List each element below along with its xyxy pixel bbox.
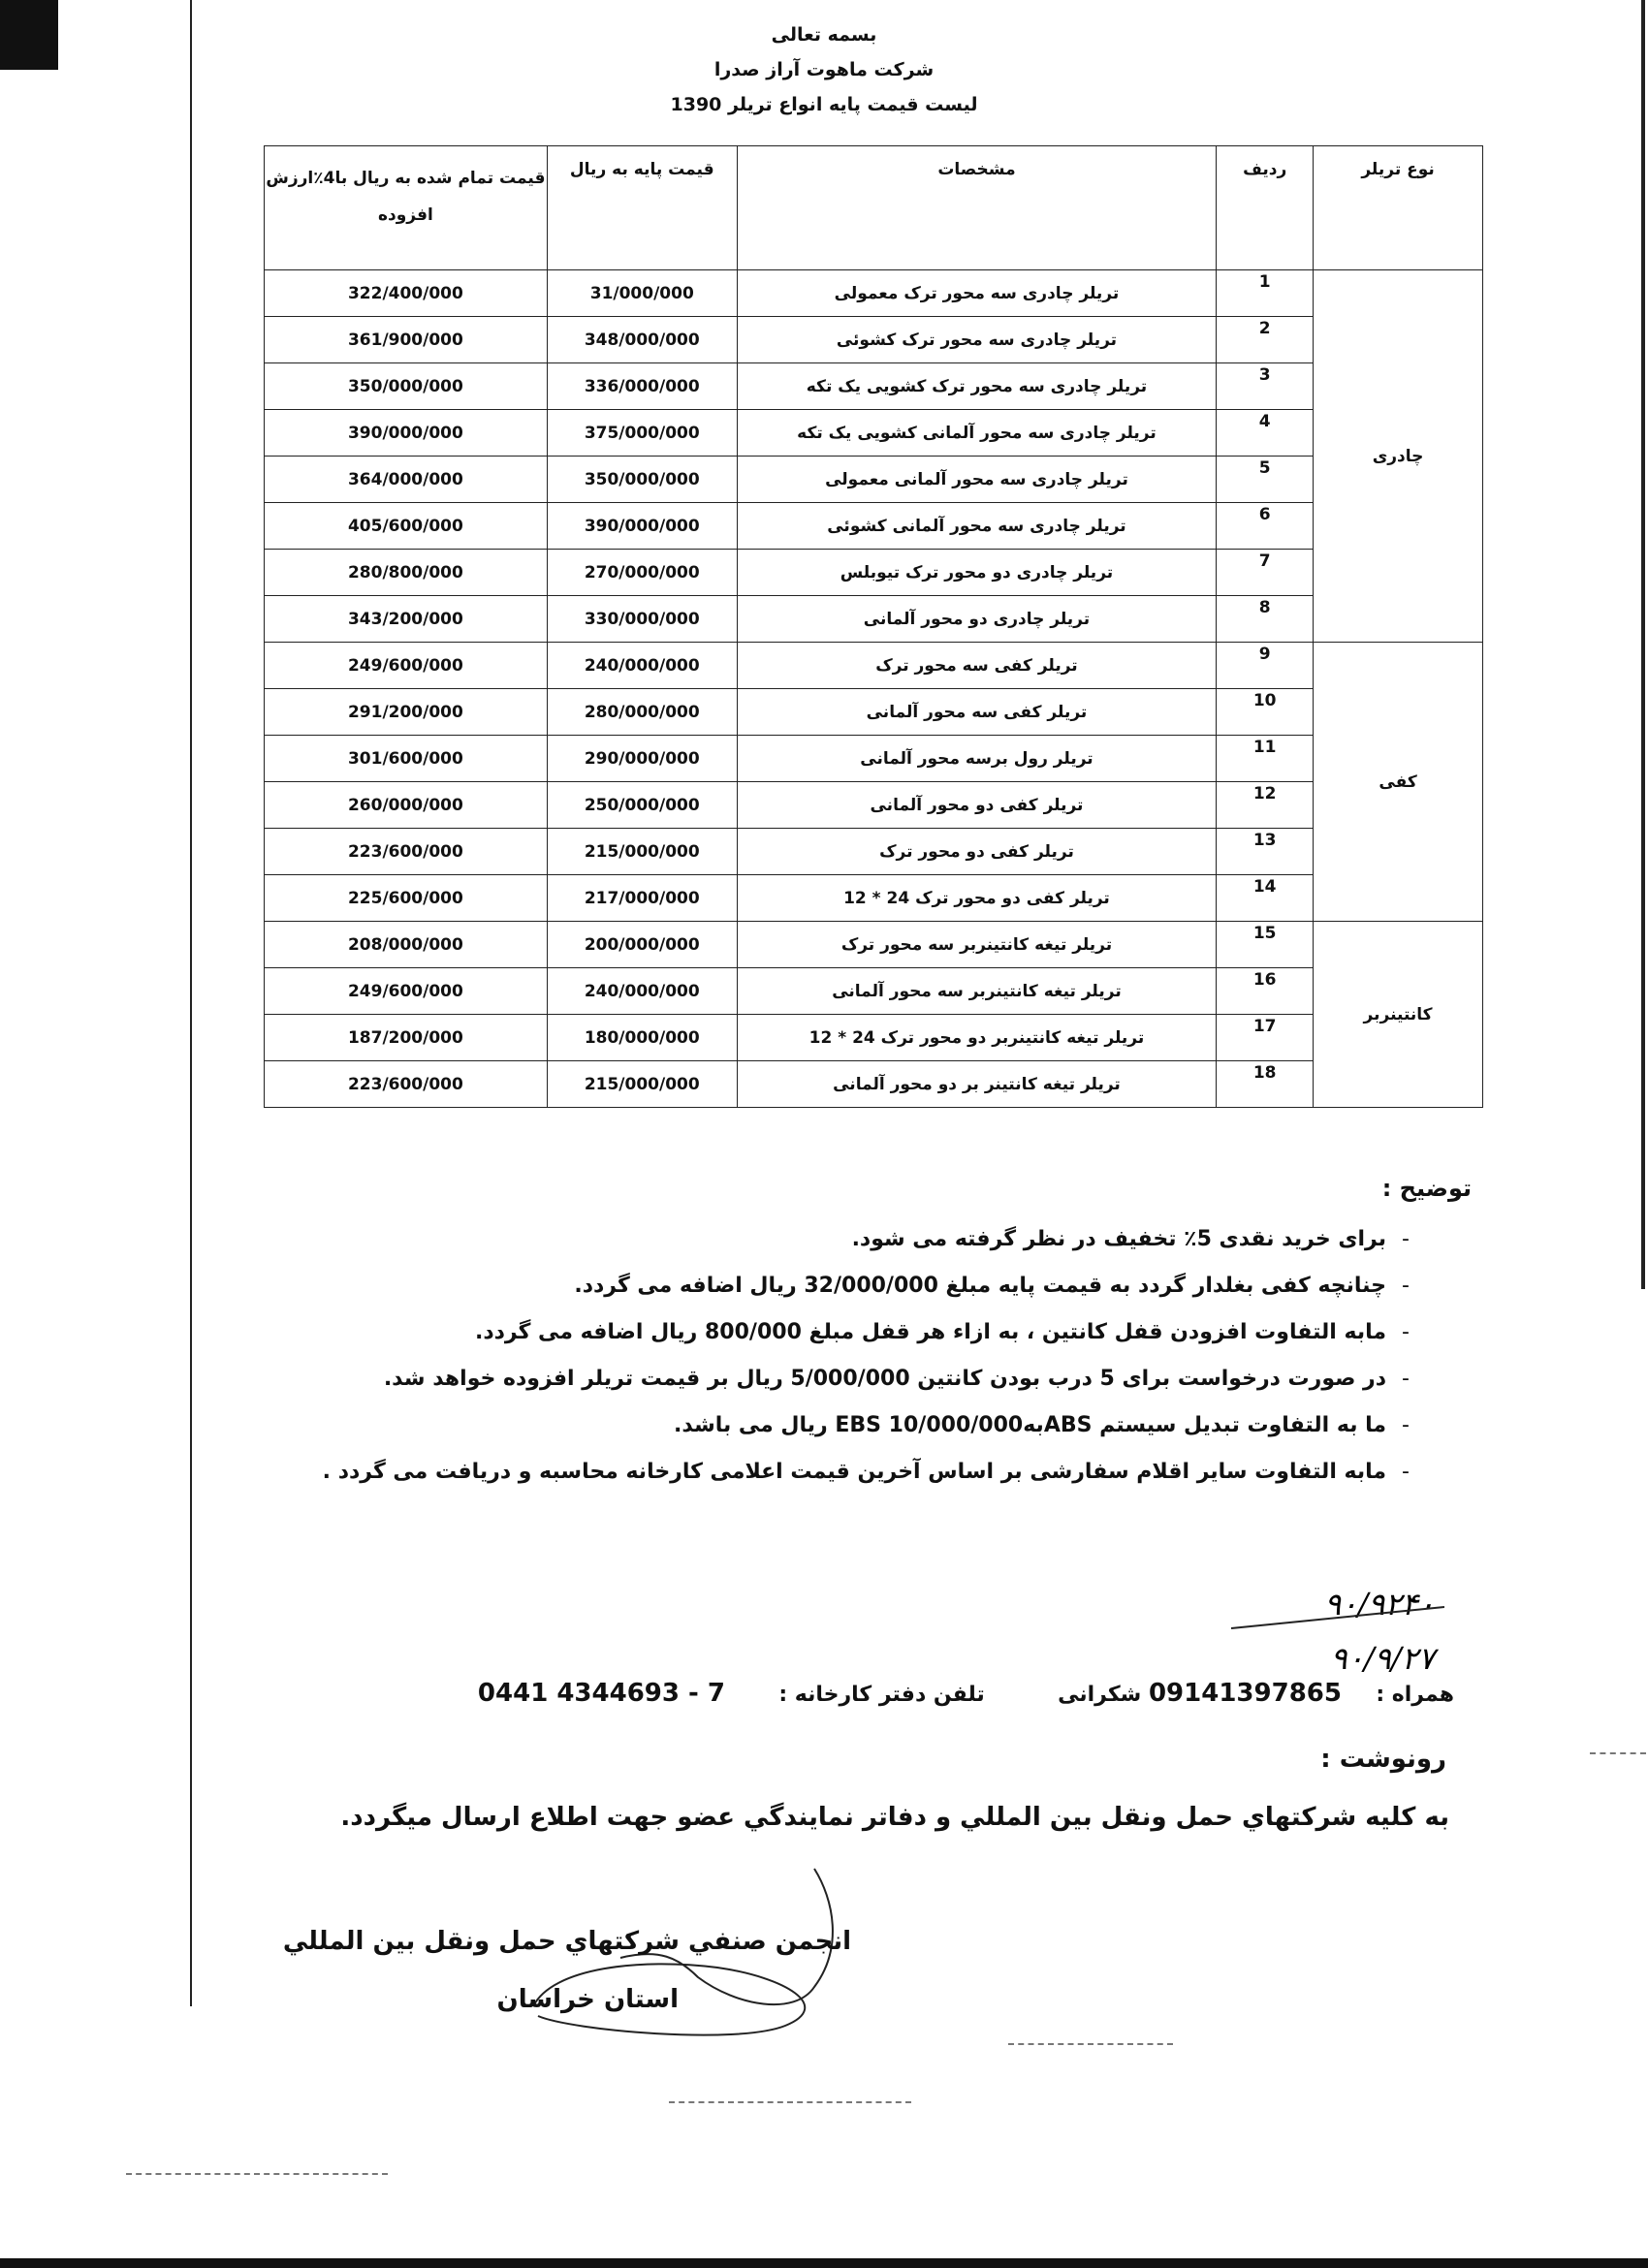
note-bullet: - <box>1402 1274 1410 1298</box>
cell-final-price: 249/600/000 <box>265 968 548 1015</box>
cell-base-price: 390/000/000 <box>547 503 737 550</box>
cell-final-price: 291/200/000 <box>265 689 548 736</box>
table-row <box>265 317 1483 363</box>
cell-row-number: 16 <box>1217 968 1314 1015</box>
document-header <box>582 17 1066 122</box>
cell-final-price: 249/600/000 <box>265 643 548 689</box>
table-row <box>265 782 1483 829</box>
cell-specification: تریلر کفی دو محور ترک <box>737 829 1216 875</box>
note-item <box>165 1316 1425 1349</box>
note-bullet: - <box>1402 1227 1410 1251</box>
table-row <box>265 457 1483 503</box>
cell-trailer-type: چادری <box>1314 270 1483 643</box>
cell-base-price: 375/000/000 <box>547 410 737 457</box>
scan-dash <box>1008 2043 1173 2045</box>
office-phone-label: تلفن دفتر کارخانه : <box>778 1683 985 1707</box>
mobile-name: شکرانی <box>1058 1683 1142 1707</box>
notes-title: توضیح : <box>1381 1175 1472 1202</box>
note-item <box>165 1223 1425 1256</box>
cell-base-price: 350/000/000 <box>547 457 737 503</box>
table-row <box>265 689 1483 736</box>
note-bullet: - <box>1402 1320 1410 1344</box>
cell-base-price: 180/000/000 <box>547 1015 737 1061</box>
table-header-row <box>265 146 1483 270</box>
cell-base-price: 336/000/000 <box>547 363 737 410</box>
table-row <box>265 736 1483 782</box>
cell-specification: تریلر چادری سه محور ترک کشوئی <box>737 317 1216 363</box>
cell-final-price: 361/900/000 <box>265 317 548 363</box>
table-row <box>265 596 1483 643</box>
cell-base-price: 215/000/000 <box>547 1061 737 1108</box>
col-header-type: نوع تریلر <box>1314 146 1483 270</box>
notes-list <box>165 1223 1425 1502</box>
signature-scribble <box>330 1861 911 2055</box>
table-row <box>265 643 1483 689</box>
table-row <box>265 829 1483 875</box>
mobile-number: 09141397865 <box>1148 1679 1342 1708</box>
table-row <box>265 875 1483 922</box>
cell-row-number: 3 <box>1217 363 1314 410</box>
cell-base-price: 280/000/000 <box>547 689 737 736</box>
note-item <box>165 1409 1425 1442</box>
cell-row-number: 2 <box>1217 317 1314 363</box>
header-basmala: بسمه تعالی <box>771 24 877 46</box>
note-item <box>165 1363 1425 1396</box>
signature-org-name: انجمن صنفي شركتهاي حمل ونقل بين المللي <box>282 1927 851 1956</box>
cell-base-price: 330/000/000 <box>547 596 737 643</box>
scan-bottom-edge <box>0 2258 1648 2268</box>
cell-row-number: 17 <box>1217 1015 1314 1061</box>
note-bullet: - <box>1402 1460 1410 1484</box>
cell-base-price: 348/000/000 <box>547 317 737 363</box>
cell-specification: تریلر کفی دو محور ترک 24 * 12 <box>737 875 1216 922</box>
handwritten-annotation <box>1154 1568 1444 1685</box>
table-row <box>265 363 1483 410</box>
contact-line <box>194 1679 1454 1708</box>
table-row <box>265 968 1483 1015</box>
cell-final-price: 301/600/000 <box>265 736 548 782</box>
office-phone-number: 0441 4344693 - 7 <box>477 1679 725 1708</box>
cell-specification: تریلر کفی دو محور آلمانی <box>737 782 1216 829</box>
cell-row-number: 7 <box>1217 550 1314 596</box>
cell-base-price: 31/000/000 <box>547 270 737 317</box>
cell-specification: تریلر چادری سه محور ترک کشویی یک تکه <box>737 363 1216 410</box>
cell-specification: تریلر تیغه کانتینربر سه محور ترک <box>737 922 1216 968</box>
cell-row-number: 10 <box>1217 689 1314 736</box>
cell-base-price: 290/000/000 <box>547 736 737 782</box>
cell-final-price: 208/000/000 <box>265 922 548 968</box>
cell-trailer-type: کفی <box>1314 643 1483 922</box>
note-item <box>165 1456 1425 1489</box>
scan-margin-line-right <box>1641 0 1645 1289</box>
cell-row-number: 5 <box>1217 457 1314 503</box>
note-text: مابه التفاوت سایر اقلام سفارشی بر اساس آخرین قیمت اعلامی کارخانه محاسبه و دریافت می گردد . <box>322 1460 1386 1484</box>
cell-row-number: 4 <box>1217 410 1314 457</box>
col-header-base-price: قیمت پایه به ریال <box>547 146 737 270</box>
cell-trailer-type: کانتینربر <box>1314 922 1483 1108</box>
table-row <box>265 503 1483 550</box>
table-row <box>265 1061 1483 1108</box>
cell-final-price: 405/600/000 <box>265 503 548 550</box>
note-text: مابه التفاوت افزودن قفل کانتین ، به ازاء هر قفل مبلغ 800/000 ریال اضافه می گردد. <box>474 1320 1386 1344</box>
cell-row-number: 9 <box>1217 643 1314 689</box>
cell-specification: تریلر چادری سه محور آلمانی کشوئی <box>737 503 1216 550</box>
cell-final-price: 390/000/000 <box>265 410 548 457</box>
scan-dash <box>126 2173 388 2175</box>
handwritten-line-1: ۹۰/۹۲۴۰ <box>1324 1586 1435 1622</box>
col-header-spec: مشخصات <box>737 146 1216 270</box>
cell-base-price: 240/000/000 <box>547 968 737 1015</box>
document-title: لیست قیمت پایه انواع تریلر 1390 <box>670 94 978 115</box>
cell-row-number: 8 <box>1217 596 1314 643</box>
cell-base-price: 270/000/000 <box>547 550 737 596</box>
cell-specification: تریلر تیغه کانتینر بر دو محور آلمانی <box>737 1061 1216 1108</box>
cell-base-price: 200/000/000 <box>547 922 737 968</box>
note-text: در صورت درخواست برای 5 درب بودن کانتین 5/000/000 ریال بر قیمت تریلر افزوده خواهد شد. <box>383 1367 1386 1391</box>
cell-row-number: 6 <box>1217 503 1314 550</box>
scan-margin-line-left <box>190 0 192 2006</box>
cell-final-price: 343/200/000 <box>265 596 548 643</box>
col-header-row: ردیف <box>1217 146 1314 270</box>
cc-title: رونوشت : <box>1320 1745 1446 1774</box>
cc-text: به كليه شركتهاي حمل ونقل بين المللي و دفاتر نمايندگي عضو جهت اطلاع ارسال ميگردد. <box>340 1803 1449 1832</box>
cell-specification: تریلر رول برسه محور آلمانی <box>737 736 1216 782</box>
handwritten-line-2: ۹۰/۹/۲۷ <box>1330 1640 1435 1677</box>
cell-final-price: 364/000/000 <box>265 457 548 503</box>
cell-row-number: 18 <box>1217 1061 1314 1108</box>
note-text: برای خرید نقدی 5٪ تخفیف در نظر گرفته می شود. <box>851 1227 1386 1251</box>
company-name: شرکت ماهوت آراز صدرا <box>713 59 935 80</box>
mobile-label: همراه : <box>1376 1683 1454 1707</box>
cell-final-price: 260/000/000 <box>265 782 548 829</box>
cell-base-price: 250/000/000 <box>547 782 737 829</box>
cell-final-price: 223/600/000 <box>265 1061 548 1108</box>
scan-dash <box>669 2101 911 2103</box>
table-row <box>265 270 1483 317</box>
cell-specification: تریلر چادری سه محور آلمانی معمولی <box>737 457 1216 503</box>
cell-specification: تریلر چادری دو محور آلمانی <box>737 596 1216 643</box>
cell-specification: تریلر چادری دو محور ترک تیوبلس <box>737 550 1216 596</box>
cell-row-number: 13 <box>1217 829 1314 875</box>
table-row <box>265 1015 1483 1061</box>
cell-specification: تریلر کفی سه محور آلمانی <box>737 689 1216 736</box>
cell-specification: تریلر کفی سه محور ترک <box>737 643 1216 689</box>
col-header-final-price: قیمت تمام شده به ریال با4٪ارزش افزوده <box>265 146 548 270</box>
scan-dash <box>1590 1752 1646 1754</box>
price-table <box>264 145 1483 1108</box>
signature-province: استان خراسان <box>496 1985 679 2014</box>
cell-specification: تریلر تیغه کانتینربر دو محور ترک 24 * 12 <box>737 1015 1216 1061</box>
cell-final-price: 280/800/000 <box>265 550 548 596</box>
price-table-body <box>265 270 1483 1108</box>
table-row <box>265 550 1483 596</box>
cell-specification: تریلر تیغه کانتینربر سه محور آلمانی <box>737 968 1216 1015</box>
cell-row-number: 12 <box>1217 782 1314 829</box>
table-row <box>265 410 1483 457</box>
cell-row-number: 14 <box>1217 875 1314 922</box>
cell-specification: تریلر چادری سه محور آلمانی کشویی یک تکه <box>737 410 1216 457</box>
cell-final-price: 225/600/000 <box>265 875 548 922</box>
note-text: چنانچه کفی بغلدار گردد به قیمت پایه مبلغ 32/000/000 ریال اضافه می گردد. <box>574 1274 1386 1298</box>
cell-base-price: 240/000/000 <box>547 643 737 689</box>
cell-row-number: 1 <box>1217 270 1314 317</box>
cell-base-price: 215/000/000 <box>547 829 737 875</box>
cell-final-price: 223/600/000 <box>265 829 548 875</box>
note-bullet: - <box>1402 1413 1410 1437</box>
cell-final-price: 350/000/000 <box>265 363 548 410</box>
table-row <box>265 922 1483 968</box>
cell-row-number: 11 <box>1217 736 1314 782</box>
cell-final-price: 322/400/000 <box>265 270 548 317</box>
cell-specification: تریلر چادری سه محور ترک معمولی <box>737 270 1216 317</box>
cell-base-price: 217/000/000 <box>547 875 737 922</box>
note-text: ما به التفاوت تبدیل سیستم ABSبهEBS 10/000/000 ریال می باشد. <box>674 1413 1386 1437</box>
scan-edge-mark <box>0 0 58 70</box>
note-item <box>165 1270 1425 1303</box>
note-bullet: - <box>1402 1367 1410 1391</box>
cell-row-number: 15 <box>1217 922 1314 968</box>
cell-final-price: 187/200/000 <box>265 1015 548 1061</box>
